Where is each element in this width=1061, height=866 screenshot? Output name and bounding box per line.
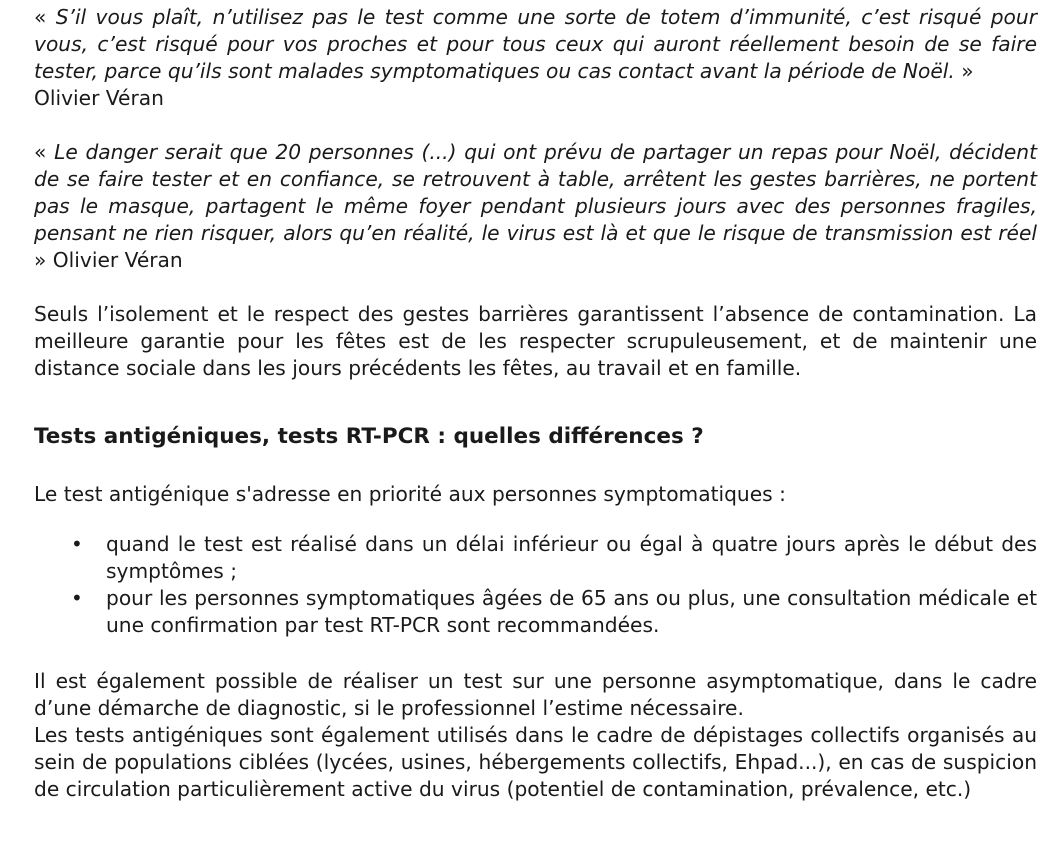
bullet-icon: • <box>71 532 83 556</box>
spacer <box>34 112 1037 139</box>
quote-veran-1 <box>34 4 1037 112</box>
paragraph-depistages-collectifs: Les tests antigéniques sont également utilisés dans le cadre de dépistages collectifs organisés au sein de populations ciblées (lycées, usines, hébergements collectifs, Ehpad...), en cas de suspicion de circulation particulièrement active du virus (potentiel de contamination, prévalence, etc.) <box>34 723 1037 801</box>
spacer <box>34 508 1037 531</box>
quote-author: Olivier Véran <box>52 248 183 272</box>
list-item-text: pour les personnes symptomatiques âgées de 65 ans ou plus, une consultation médicale et une confirmation par test RT-PCR sont recommandées. <box>106 586 1037 637</box>
section-intro: Le test antigénique s'adresse en priorité aux personnes symptomatiques : <box>34 482 786 506</box>
quote-text: Le danger serait que 20 personnes (...) qui ont prévu de partager un repas pour Noël, décident de se faire tester et en confiance, se retrouvent à table, arrêtent les gestes barrières, ne portent pas le masque, partagent le même foyer pendant plusieurs jours avec des personnes fragiles, pensant ne rien risquer, alors qu’en réalité, le virus est là et que le risque de transmission est réel <box>34 140 1037 245</box>
bullet-list <box>34 531 1037 639</box>
article-body <box>34 4 1037 803</box>
list-item <box>34 585 1037 639</box>
spacer <box>34 639 1037 668</box>
quote-text: S’il vous plaît, n’utilisez pas le test comme une sorte de totem d’immunité, c’est risqué pour vous, c’est risqué pour vos proches et pour tous ceux qui auront réellement besoin de se faire tester, parce qu’ils sont malades symptomatiques ou cas contact avant la période de Noël. <box>34 5 1038 83</box>
quote-open-mark: « <box>34 5 56 29</box>
spacer <box>34 274 1037 301</box>
bullet-icon: • <box>71 586 83 610</box>
quote-veran-2 <box>34 139 1037 274</box>
list-item <box>34 531 1037 585</box>
quote-author: Olivier Véran <box>34 86 164 110</box>
spacer <box>34 382 1037 423</box>
list-item-text: quand le test est réalisé dans un délai inférieur ou égal à quatre jours après le début des symptômes ; <box>106 532 1037 583</box>
quote-close-mark: » <box>34 248 53 272</box>
paragraph-isolement: Seuls l’isolement et le respect des gestes barrières garantissent l’absence de contamination. La meilleure garantie pour les fêtes est de les respecter scrupuleusement, et de maintenir une distance sociale dans les jours précédents les fêtes, au travail et en famille. <box>34 302 1037 380</box>
spacer <box>34 451 1037 481</box>
quote-close-mark: » <box>954 59 974 83</box>
section-heading: Tests antigéniques, tests RT-PCR : quelles différences ? <box>34 424 704 449</box>
paragraph-asymptomatique: Il est également possible de réaliser un test sur une personne asymptomatique, dans le cadre d’une démarche de diagnostic, si le professionnel l’estime nécessaire. <box>34 669 1037 720</box>
quote-open-mark: « <box>34 140 55 164</box>
